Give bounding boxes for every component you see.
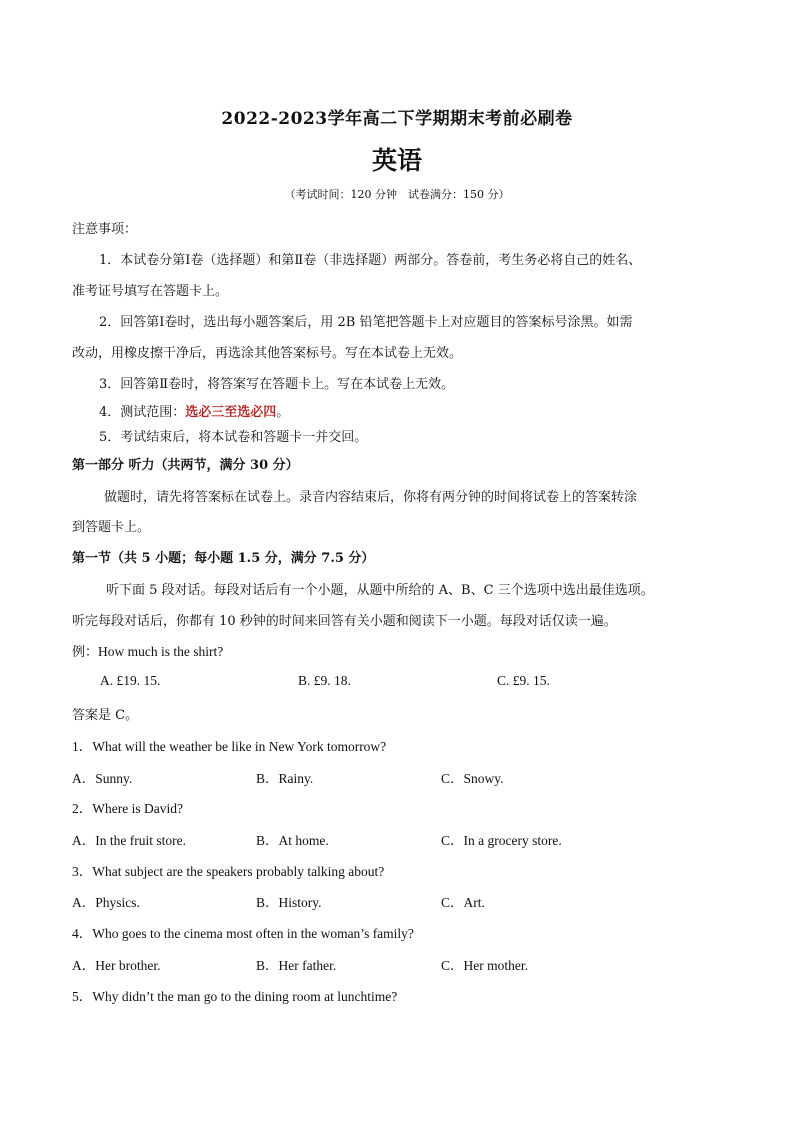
note-item-1-line-2: 准考证号填写在答题卡上。 [72, 284, 229, 299]
notes-heading: 注意事项： [72, 222, 138, 237]
question-2-option-c: C．In a grocery store. [441, 833, 562, 848]
example-question-text: How much is the shirt? [98, 644, 224, 659]
question-3: 3．What subject are the speakers probably talking about? [72, 864, 385, 879]
question-3-option-b: B．History. [256, 895, 322, 910]
question-1: 1．What will the weather be like in New York tomorrow? [72, 739, 387, 754]
test-scope: 选必三至选必四 [185, 405, 277, 420]
question-1-option-a: A．Sunny. [72, 771, 133, 786]
section1-intro-line-2: 听完每段对话后，你都有 10 秒钟的时间来回答有关小题和阅读下一小题。每段对话仅读一遍。 [72, 614, 617, 629]
note-item-2-line-1: 2．回答第Ⅰ卷时，选出每小题答案后，用 2B 铅笔把答题卡上对应题目的答案标号涂黑。如需 [99, 315, 633, 330]
part1-intro-line-2: 到答题卡上。 [72, 520, 151, 535]
question-1-option-c: C．Snowy. [441, 771, 504, 786]
question-1-option-b: B．Rainy. [256, 771, 314, 786]
note-item-1-line-1: 1．本试卷分第Ⅰ卷（选择题）和第Ⅱ卷（非选择题）两部分。答卷前，考生务必将自己的姓名、 [99, 253, 642, 268]
example-option-a: A. £19. 15. [100, 673, 161, 688]
note-item-4-suffix: 。 [276, 405, 290, 420]
question-4-option-c: C．Her mother. [441, 958, 528, 973]
example-label: 例： [72, 645, 99, 660]
question-5: 5．Why didn’t the man go to the dining room at lunchtime? [72, 989, 398, 1004]
note-item-3: 3．回答第Ⅱ卷时，将答案写在答题卡上。写在本试卷上无效。 [99, 377, 455, 392]
part1-intro-line-1: 做题时，请先将答案标在试卷上。录音内容结束后，你将有两分钟的时间将试卷上的答案转涂 [104, 490, 638, 505]
question-2-option-b: B．At home. [256, 833, 329, 848]
exam-time-score-info: （考试时间：120 分钟 试卷满分：150 分） [284, 188, 510, 201]
section1-heading: 第一节（共 5 小题；每小题 1.5 分，满分 7.5 分） [72, 551, 375, 566]
section1-intro-line-1: 听下面 5 段对话。每段对话后有一个小题，从题中所给的 A、B、C 三个选项中选出最佳选项。 [106, 583, 654, 598]
exam-title: 2022-2023学年高二下学期期末考前必刷卷 [221, 109, 573, 129]
example-option-b: B. £9. 18. [298, 673, 351, 688]
question-2: 2．Where is David? [72, 801, 183, 816]
question-4: 4．Who goes to the cinema most often in the woman’s family? [72, 926, 414, 941]
example-question [72, 641, 223, 660]
note-item-5: 5．考试结束后，将本试卷和答题卡一并交回。 [99, 430, 368, 445]
question-4-option-b: B．Her father. [256, 958, 337, 973]
question-4-option-a: A．Her brother. [72, 958, 161, 973]
example-answer: 答案是 C。 [72, 708, 139, 723]
question-3-option-a: A．Physics. [72, 895, 140, 910]
note-item-4-prefix: 4．测试范围： [99, 405, 186, 420]
question-2-option-a: A．In the fruit store. [72, 833, 186, 848]
note-item-2-line-2: 改动，用橡皮擦干净后，再选涂其他答案标号。写在本试卷上无效。 [72, 346, 463, 361]
example-option-c: C. £9. 15. [497, 673, 550, 688]
subject-title: 英语 [371, 146, 422, 175]
part1-heading: 第一部分 听力（共两节，满分 30 分） [72, 458, 299, 473]
note-item-4 [99, 401, 289, 420]
question-3-option-c: C．Art. [441, 895, 485, 910]
